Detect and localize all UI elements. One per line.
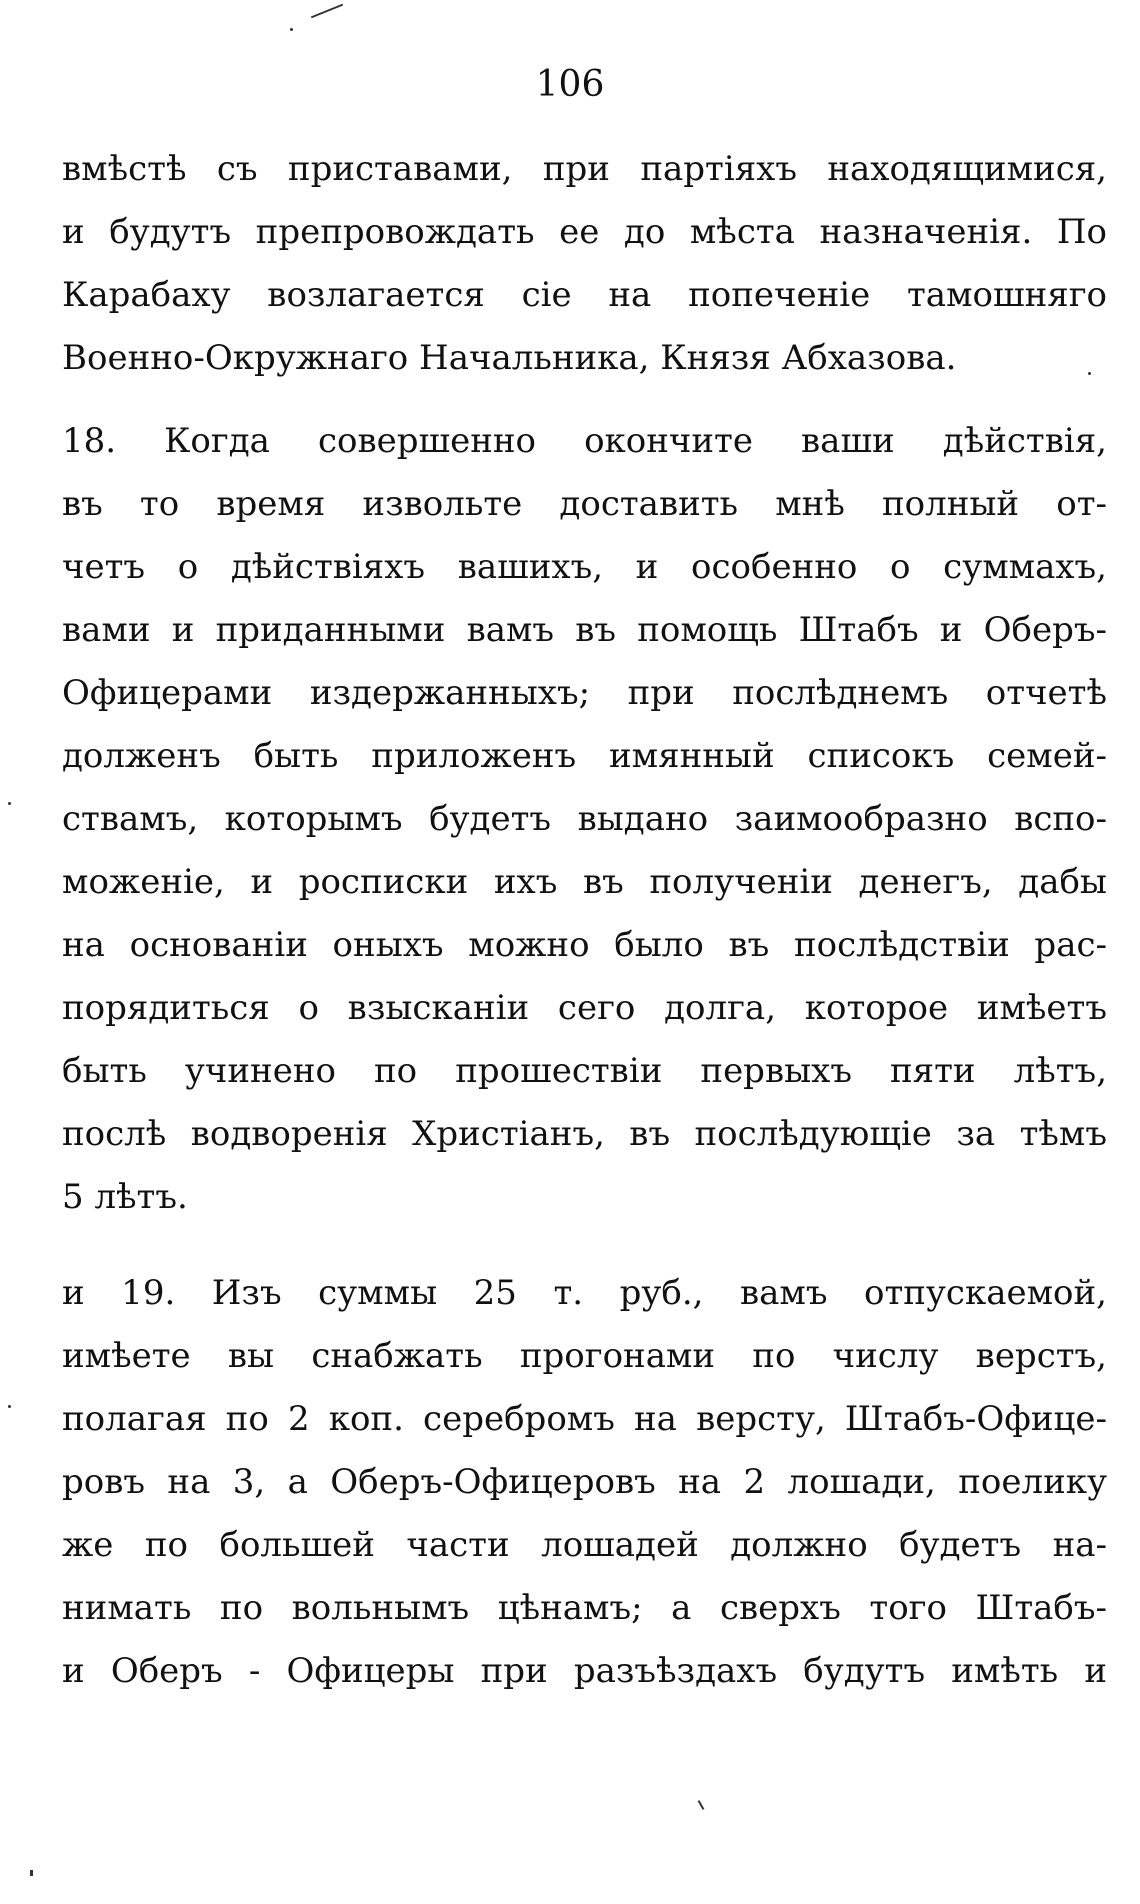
text-line: въ то время извольте доставить мнѣ полный от- (62, 484, 1107, 524)
text-line: полагая по 2 коп. серебромъ на версту, Штабъ-Офице- (62, 1399, 1107, 1439)
text-line: 5 лѣтъ. (62, 1177, 188, 1217)
paragraph-19 (62, 1262, 1107, 1703)
paragraph-gap (62, 390, 1107, 410)
paragraph-continuation (62, 138, 1107, 390)
text-line: долженъ быть приложенъ имянный списокъ семей- (62, 736, 1107, 776)
text-line: и будутъ препровождать ее до мѣста назначенія. По (62, 212, 1107, 252)
ink-speck (311, 4, 343, 19)
text-line: и Оберъ - Офицеры при разъѣздахъ будутъ имѣть и (62, 1651, 1107, 1691)
text-line: Офицерами издержанныхъ; при послѣднемъ отчетѣ (62, 673, 1107, 713)
text-line: моженіе, и росписки ихъ въ полученіи денегъ, дабы (62, 862, 1107, 902)
text-line: ствамъ, которымъ будетъ выдано заимообразно вспо- (62, 799, 1107, 839)
text-line: Военно-Окружнаго Начальника, Князя Абхазова. (62, 338, 957, 378)
text-line: Карабаху возлагается сіе на попеченіе тамошняго (62, 275, 1107, 315)
text-line: 18. Когда совершенно окончите ваши дѣйствія, (62, 421, 1107, 461)
paragraph-18 (62, 410, 1107, 1229)
text-line: же по большей части лошадей должно будетъ на- (62, 1525, 1107, 1565)
text-line: ровъ на 3, а Оберъ-Офицеровъ на 2 лошади, поелику (62, 1462, 1107, 1502)
text-line: имѣете вы снабжать прогонами по числу верстъ, (62, 1336, 1107, 1376)
text-line: на основаніи оныхъ можно было въ послѣдствіи рас- (62, 925, 1107, 965)
text-line: вмѣстѣ съ приставами, при партіяхъ находящимися, (62, 149, 1107, 189)
text-line: четъ о дѣйствіяхъ вашихъ, и особенно о суммахъ, (62, 547, 1107, 587)
ink-speck (8, 1405, 11, 1408)
text-line: порядиться о взысканіи сего долга, которое имѣетъ (62, 988, 1107, 1028)
ink-speck (30, 1870, 33, 1876)
text-line: вами и приданными вамъ въ помощь Штабъ и Оберъ- (62, 610, 1107, 650)
text-line: быть учинено по прошествіи первыхъ пяти лѣтъ, (62, 1051, 1107, 1091)
text-line: и 19. Изъ суммы 25 т. руб., вамъ отпускаемой, (62, 1273, 1107, 1313)
text-line: послѣ водворенія Христіанъ, въ послѣдующіе за тѣмъ (62, 1114, 1107, 1154)
paragraph-gap (62, 1229, 1107, 1262)
ink-speck (698, 1800, 705, 1810)
ink-speck (290, 28, 293, 31)
text-line: нимать по вольнымъ цѣнамъ; а сверхъ того Штабъ- (62, 1588, 1107, 1628)
ink-speck (8, 802, 11, 805)
page-number: 106 (535, 64, 605, 105)
page-body (62, 138, 1107, 1703)
